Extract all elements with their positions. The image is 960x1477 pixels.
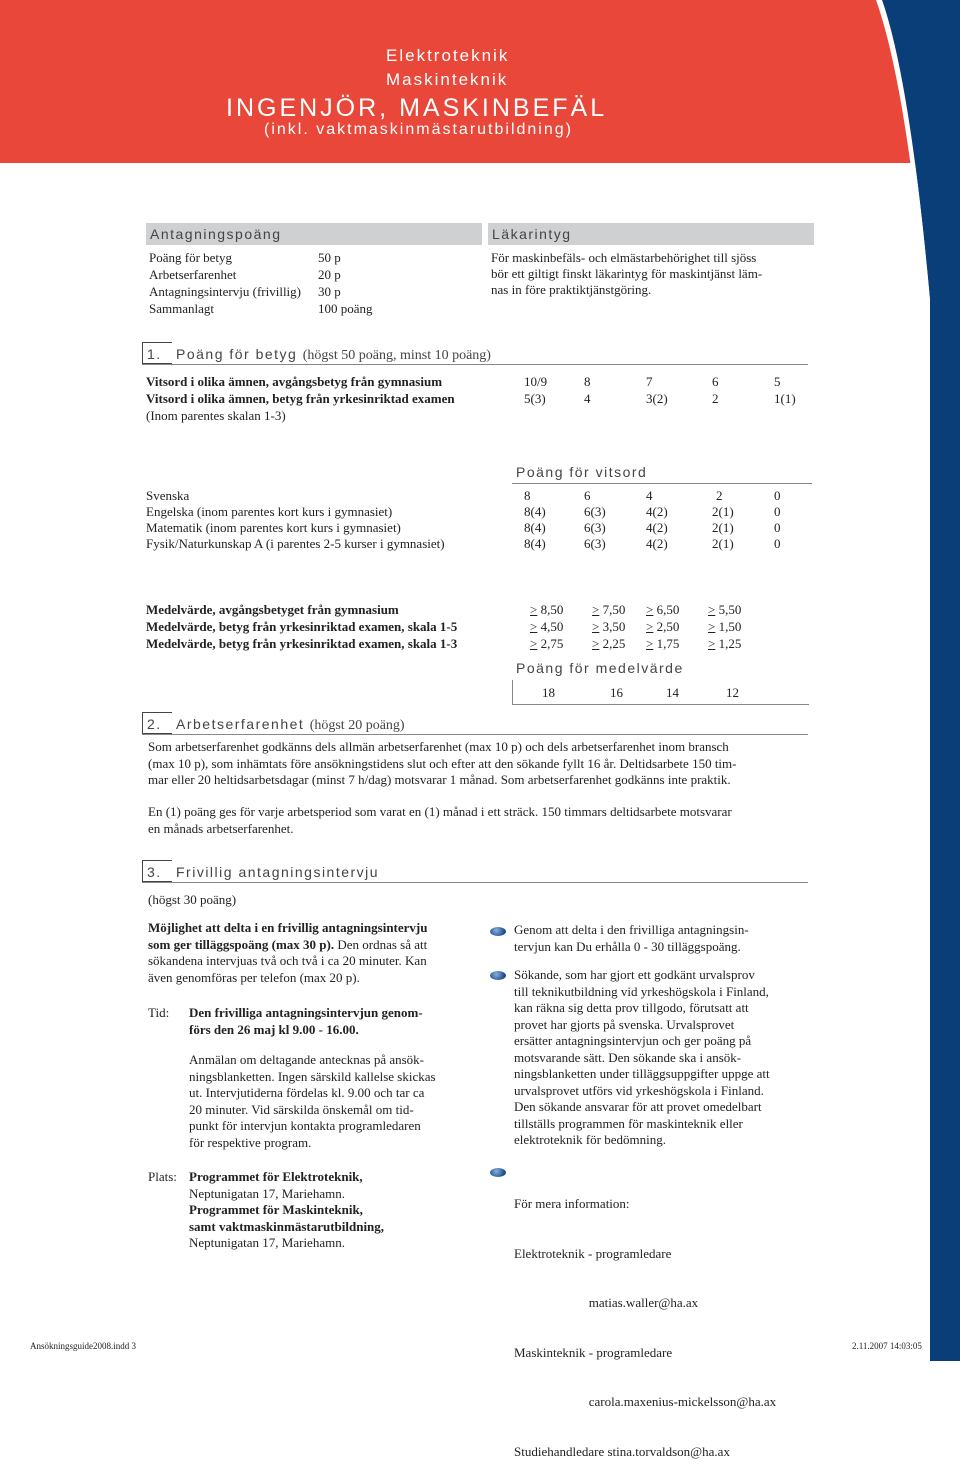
- header-title: INGENJÖR, MASKINBEFÄL: [226, 94, 608, 122]
- para-line: En (1) poäng ges för varje arbetsperiod som varat en (1) månad i ett sträck. 150 timmars deltidsarbete motsvarar: [148, 804, 732, 819]
- para-line: sökandena intervjuas två och två i ca 20 minuter. Kan: [148, 953, 427, 968]
- vitsord-cell: 5: [774, 374, 781, 389]
- section1-title: Poäng för betyg: [176, 346, 298, 362]
- medel-cell: 2,50: [656, 619, 680, 634]
- ge-symbol: >: [592, 619, 600, 634]
- vitsord-cell: 5(3): [524, 391, 546, 406]
- para-line: till teknikutbildning vid yrkeshögskola i Finland,: [514, 983, 769, 999]
- plats-label: Plats:: [148, 1169, 177, 1184]
- medel-cell: 1,75: [656, 636, 680, 651]
- subject-label: Svenska: [146, 488, 190, 503]
- para-line: även genomföras per telefon (max 20 p).: [148, 969, 360, 985]
- para-line: kan räkna sig detta prov tillgodo, förutsatt att: [514, 1000, 749, 1015]
- para-line: Sökande, som har gjort ett godkänt urvalsprov: [514, 967, 755, 982]
- medel-cell: 8,50: [540, 602, 564, 617]
- section3-note: (högst 30 poäng): [148, 892, 237, 907]
- para-line: ut. Intervjutiderna fördelas kl. 9.00 och tar ca: [189, 1085, 425, 1100]
- para-line: Studiehandledare stina.torvaldson@ha.ax: [514, 1443, 730, 1459]
- ge-symbol: >: [530, 619, 538, 634]
- para-line: motsvarande sätt. Den sökande ska i ansök-: [514, 1049, 742, 1065]
- para-bold: som ger tilläggspoäng (max 30 p).: [148, 936, 335, 952]
- medel-points-box: [512, 680, 809, 705]
- medel-point: 16: [610, 685, 623, 700]
- ge-symbol: >: [708, 619, 716, 634]
- medel-cell: 6,50: [656, 602, 680, 617]
- para-line: provet har gjorts på svenska. Urvalsprovet: [514, 1016, 735, 1032]
- para-line: 20 minuter. Vid särskilda önskemål om tid-: [189, 1101, 414, 1117]
- vitsord-cell: 1(1): [774, 391, 796, 406]
- ge-symbol: >: [646, 619, 654, 634]
- medel-cell: 2,75: [540, 636, 564, 651]
- subject-cell: 6(3): [584, 536, 606, 551]
- subject-label: Engelska (inom parentes kort kurs i gymnasiet): [146, 504, 393, 519]
- antagning-label: Sammanlagt: [149, 301, 214, 316]
- subject-label: Matematik (inom parentes kort kurs i gymnasiet): [146, 520, 401, 535]
- section3-heading: [142, 860, 808, 883]
- subject-cell: 8(4): [524, 536, 546, 551]
- header-line2: Maskinteknik: [386, 70, 509, 89]
- medel-label: Medelvärde, betyg från yrkesinriktad examen, skala 1-3: [146, 636, 458, 651]
- vitsord-table: [146, 374, 826, 424]
- ge-symbol: >: [592, 636, 600, 651]
- subject-cell: 8(4): [524, 504, 546, 519]
- antagning-value: 20 p: [318, 267, 341, 282]
- vitsord-cell: 8: [584, 374, 591, 389]
- para-line: (max 10 p), som inhämtats före ansökningstidens slut och efter att den sökande fyllt 16 år. Deltidsarbete 150 tim-: [148, 755, 737, 771]
- vitsord-row-label: Vitsord i olika ämnen, avgångsbetyg från gymnasium: [146, 374, 443, 389]
- header-line1: Elektroteknik: [386, 46, 510, 65]
- section2-title: Arbetserfarenhet: [176, 716, 305, 732]
- bullet-text: [514, 1163, 834, 1477]
- para-line: ningsblanketten under tilläggsuppgifter uppge att: [514, 1066, 770, 1081]
- subject-cell: 0: [774, 536, 781, 551]
- subject-cell: 4(2): [646, 520, 668, 535]
- para-line: Maskinteknik - programledare: [514, 1344, 673, 1360]
- ge-symbol: >: [530, 602, 538, 617]
- plats-text: [189, 1169, 479, 1252]
- subject-cell: 0: [774, 504, 781, 519]
- medel-cell: 5,50: [718, 602, 742, 617]
- vitsord-cell: 3(2): [646, 391, 668, 406]
- ge-symbol: >: [592, 602, 600, 617]
- para-line: urvalsprovet utförs vid yrkeshögskola i Finland.: [514, 1082, 764, 1098]
- para-line: För mera information:: [514, 1196, 630, 1211]
- subject-cell: 2(1): [712, 504, 734, 519]
- bullet-text: [514, 967, 814, 1149]
- para-line: Programmet för Maskinteknik,: [189, 1202, 363, 1217]
- subject-cell: 2(1): [712, 536, 734, 551]
- vitsord-cell: 2: [712, 391, 719, 406]
- lakarintyg-heading: Läkarintyg: [488, 223, 814, 245]
- para-line: ningsblanketten. Ingen särskild kallelse skickas: [189, 1068, 436, 1084]
- points-heading: Poäng för vitsord: [512, 461, 812, 484]
- antagning-label: Poäng för betyg: [149, 250, 233, 265]
- para-line: samt vaktmaskinmästarutbildning,: [189, 1218, 385, 1234]
- section3-title: Frivillig antagningsintervju: [176, 864, 380, 880]
- medel-points-heading: Poäng för medelvärde: [516, 660, 684, 676]
- email-link[interactable]: matias.waller@ha.ax: [514, 1295, 699, 1310]
- ge-symbol: >: [646, 602, 654, 617]
- medel-cell: 2,25: [602, 636, 626, 651]
- para-line: tervjun kan Du erhålla 0 - 30 tilläggspoäng.: [514, 938, 741, 954]
- section3-number: 3.: [142, 860, 172, 882]
- subject-cell: 6(3): [584, 520, 606, 535]
- medel-cell: 7,50: [602, 602, 626, 617]
- subject-cell: 4: [646, 488, 653, 503]
- subject-cell: 4(2): [646, 536, 668, 551]
- medel-table: [146, 602, 826, 654]
- para-line: Den sökande ansvarar för att provet omedelbart: [514, 1099, 762, 1114]
- para-line: Neptunigatan 17, Mariehamn.: [189, 1185, 345, 1201]
- para-line: mar eller 20 heltidsarbetsdagar (minst 7 h/dag) motsvarar 1 månad. Som arbetserfarenhet godkänns inte praktik.: [148, 772, 731, 787]
- section2-para2: [148, 804, 828, 837]
- medel-cell: 3,50: [602, 619, 626, 634]
- email-link[interactable]: carola.maxenius-mickelsson@ha.ax: [514, 1394, 777, 1409]
- section1-number: 1.: [142, 342, 172, 364]
- para-line: punkt för intervjun kontakta programledaren: [189, 1118, 421, 1133]
- vitsord-cell: 6: [712, 374, 719, 389]
- subject-cell: 4(2): [646, 504, 668, 519]
- para-line: Den frivilliga antagningsintervjun genom-: [189, 1005, 423, 1020]
- tid-text: [189, 1005, 479, 1151]
- para-text: Den ordnas så att: [334, 936, 428, 952]
- para-line: Som arbetserfarenhet godkänns dels allmän arbetserfarenhet (max 10 p) och dels arbetserfarenhet inom bransch: [148, 739, 729, 754]
- ge-symbol: >: [530, 636, 538, 651]
- para-line: Anmälan om deltagande antecknas på ansök-: [189, 1052, 424, 1067]
- tid-label: Tid:: [148, 1005, 170, 1020]
- para-line: Elektroteknik - programledare: [514, 1245, 672, 1261]
- section3-intro: [148, 920, 478, 986]
- medel-label: Medelvärde, avgångsbetyget från gymnasium: [146, 602, 399, 617]
- para-line: elektroteknik för bedömning.: [514, 1132, 666, 1147]
- subject-cell: 8(4): [524, 520, 546, 535]
- ge-symbol: >: [708, 636, 716, 651]
- para-line: för respektive program.: [189, 1134, 312, 1150]
- subject-cell: 6: [584, 488, 591, 503]
- medel-label: Medelvärde, betyg från yrkesinriktad examen, skala 1-5: [146, 619, 458, 634]
- para-line: ersätter antagningsintervjun och ger poäng på: [514, 1033, 752, 1048]
- section1-title-note: (högst 50 poäng, minst 10 poäng): [302, 348, 491, 363]
- vitsord-cell: 4: [584, 391, 591, 406]
- subject-cell: 2: [716, 488, 723, 503]
- bullet-icon: [490, 927, 506, 936]
- subject-cell: 8: [524, 488, 531, 503]
- para-line: en månads arbetserfarenhet.: [148, 820, 294, 836]
- para-line: förs den 26 maj kl 9.00 - 16.00.: [189, 1021, 359, 1037]
- antagning-label: Antagningsintervju (frivillig): [149, 284, 302, 299]
- bullet-icon: [490, 971, 506, 980]
- para-line: Programmet för Elektroteknik,: [189, 1169, 363, 1184]
- medel-cell: 1,50: [718, 619, 742, 634]
- antagning-heading: Antagningspoäng: [146, 223, 482, 245]
- section2-heading: [142, 712, 808, 735]
- section2-title-note: (högst 20 poäng): [309, 718, 405, 733]
- antagning-value: 50 p: [318, 250, 341, 265]
- medel-cell: 4,50: [540, 619, 564, 634]
- antagning-value: 100 poäng: [318, 301, 373, 316]
- para-line: Genom att delta i den frivilliga antagningsin-: [514, 922, 749, 937]
- subject-cell: 2(1): [712, 520, 734, 535]
- medel-cell: 1,25: [718, 636, 742, 651]
- vitsord-cell: 10/9: [524, 374, 548, 389]
- vitsord-note: (Inom parentes skalan 1-3): [146, 408, 286, 423]
- para-line: tillställs programmen för maskinteknik eller: [514, 1115, 743, 1131]
- ge-symbol: >: [708, 602, 716, 617]
- lakarintyg-line: bör ett giltigt finskt läkarintyg för maskintjänst läm-: [491, 266, 763, 281]
- vitsord-cell: 7: [646, 374, 653, 389]
- section2-number: 2.: [142, 712, 172, 734]
- subject-cell: 0: [774, 488, 781, 503]
- lakarintyg-line: För maskinbefäls- och elmästarbehörighet till sjöss: [491, 250, 757, 265]
- para-line: Neptunigatan 17, Mariehamn.: [189, 1235, 345, 1250]
- antagning-label: Arbetserfarenhet: [149, 267, 237, 282]
- footer-date: 2.11.2007 14:03:05: [852, 1341, 922, 1351]
- medel-point: 12: [726, 685, 739, 700]
- antagning-value: 30 p: [318, 284, 341, 299]
- subject-cell: 6(3): [584, 504, 606, 519]
- section2-para1: [148, 739, 828, 789]
- page-number: 3: [900, 668, 916, 699]
- vitsord-row-label: Vitsord i olika ämnen, betyg från yrkesinriktad examen: [146, 391, 455, 406]
- para-line: Möjlighet att delta i en frivillig antagningsintervju: [148, 920, 428, 935]
- bullet-text: [514, 922, 814, 955]
- bullet-icon: [490, 1168, 506, 1177]
- footer-file: Ansökningsguide2008.indd 3: [30, 1341, 137, 1351]
- lakarintyg-line: nas in före praktiktjänstgöring.: [491, 282, 652, 297]
- section1-heading: [142, 342, 808, 365]
- subjects-table: [146, 488, 826, 558]
- subject-label: Fysik/Naturkunskap A (i parentes 2-5 kurser i gymnasiet): [146, 536, 445, 551]
- subject-cell: 0: [774, 520, 781, 535]
- medel-point: 18: [542, 685, 555, 700]
- ge-symbol: >: [646, 636, 654, 651]
- medel-point: 14: [666, 685, 679, 700]
- header-subtitle: (inkl. vaktmaskinmästarutbildning): [264, 121, 573, 138]
